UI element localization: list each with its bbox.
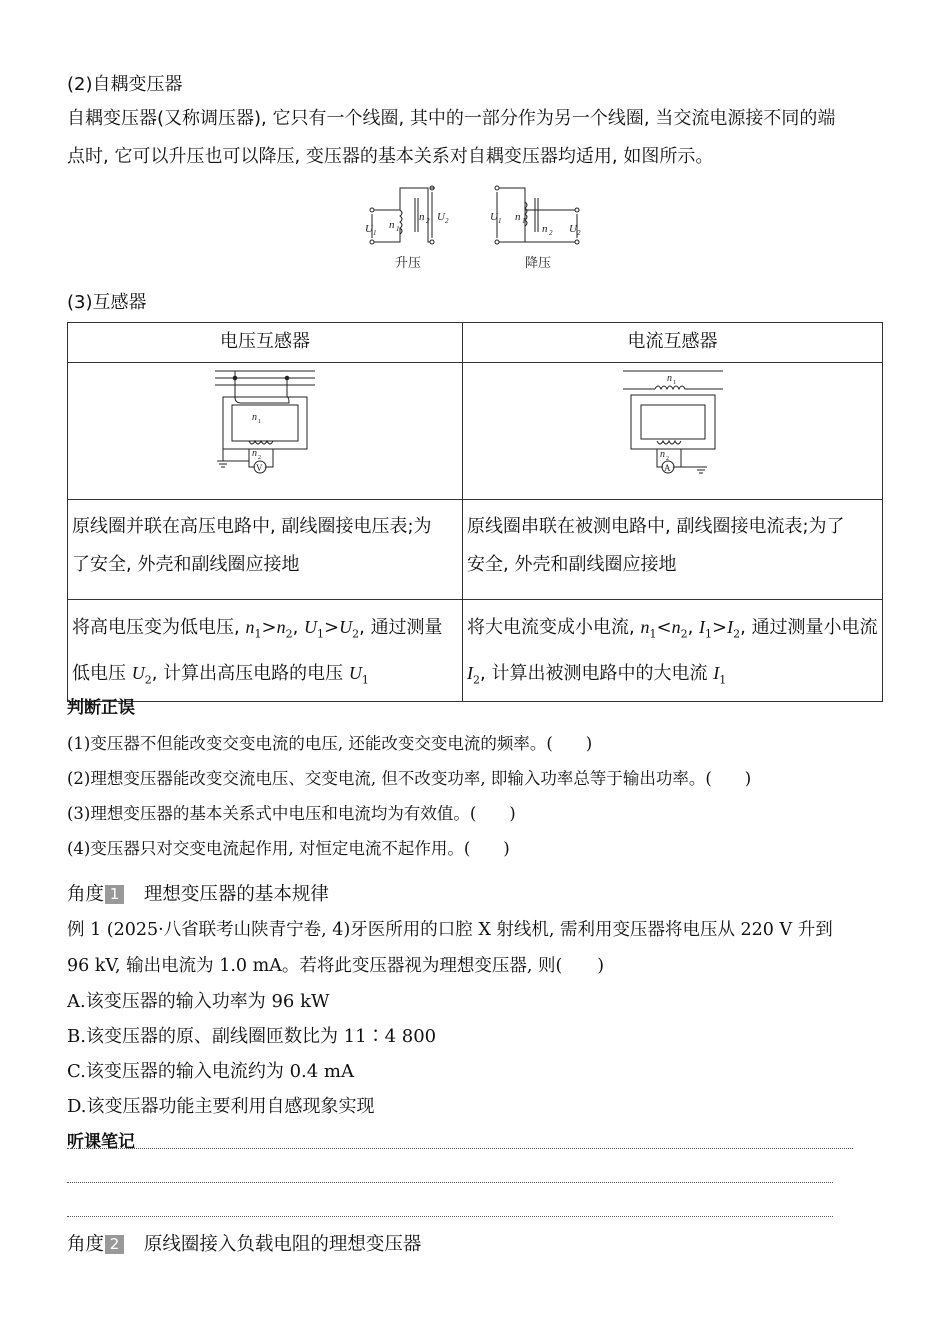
svg-text:U: U [437,211,445,223]
voltage-desc-line2: 了安全, 外壳和副线圈应接地 [72,554,300,575]
autotransformer-figure [355,180,595,275]
current-transformer-diagram [613,365,733,485]
angle-1-heading [67,880,329,906]
svg-text:1: 1 [396,225,400,233]
current-func-text: 将大电流变成小电流, [467,617,635,638]
svg-text:1: 1 [373,229,377,237]
judge-item-1: (1)变压器不但能改变交变电流的电压, 还能改变交变电流的频率。( ) [67,734,593,753]
voltage-func-text: 通过测量 [370,617,443,638]
judge-item-4: (4)变压器只对交变电流起作用, 对恒定电流不起作用。( ) [67,839,510,858]
buck-diagram [490,186,581,244]
option-c: C.该变压器的输入电流约为 0.4 mA [67,1061,354,1082]
svg-text:n: n [666,373,672,384]
svg-text:n: n [389,219,395,231]
svg-text:1: 1 [522,217,526,225]
svg-text:U: U [365,223,373,235]
current-transformer-desc [463,500,883,600]
note-line [67,1216,833,1217]
angle-number-badge: 2 [105,1235,124,1254]
svg-text:U: U [569,223,577,235]
angle-title: 理想变压器的基本规律 [143,884,329,905]
judge-item-3: (3)理想变压器的基本关系式中电压和电流均为有效值。( ) [67,804,516,823]
angle-label: 角度 [67,1234,105,1255]
boost-diagram [365,186,449,244]
paragraph-line: 点时, 它可以升压也可以降压, 变压器的基本关系对自耦变压器均适用, 如图所示。 [67,146,714,167]
svg-text:1: 1 [498,217,502,225]
voltage-transformer-desc [68,500,463,600]
svg-text:2: 2 [426,217,430,225]
voltage-transformer-figure-cell [68,363,463,500]
voltage-func-text: 将高电压变为低电压, [72,617,240,638]
voltage-transformer-function: 将高电压变为低电压, $n_1>n_2$, $U_1>U_2$, 通过测量 低电压 $U_2$, 计算出高压电路的电压 $U_1$ [68,600,463,702]
judge-title: 判断正误 [67,698,135,718]
svg-text:1: 1 [258,419,261,425]
svg-text:V: V [256,463,263,473]
current-func-text: 通过测量小电流 [751,617,878,638]
paragraph-line: 自耦变压器(又称调压器), 它只有一个线圈, 其中的一部分作为另一个线圈, 当交流电源接不同的端 [67,108,836,129]
buck-caption: 降压 [525,256,552,271]
current-desc-line1: 原线圈串联在被测电路中, 副线圈接电流表;为了 [467,516,845,537]
svg-text:1: 1 [672,380,676,386]
current-desc-line2: 安全, 外壳和副线圈应接地 [467,554,677,575]
angle-label: 角度 [67,884,105,905]
svg-text:n: n [515,211,521,223]
svg-text:n: n [542,223,548,235]
angle-title: 原线圈接入负载电阻的理想变压器 [143,1234,422,1255]
option-a: A.该变压器的输入功率为 96 kW [67,991,330,1012]
svg-text:n: n [252,412,257,423]
table-head-voltage: 电压互感器 [68,323,463,363]
current-func-text: , 计算出被测电路中的大电流 [480,662,708,684]
voltage-transformer-diagram [205,365,325,485]
svg-text:n: n [419,211,425,223]
note-line [67,1182,833,1183]
svg-text:n: n [659,449,665,460]
judge-item-2: (2)理想变压器能改变交流电压、交变电流, 但不改变功率, 即输入功率总等于输出功率。( ) [67,769,752,788]
note-line [67,1148,853,1149]
svg-text:2: 2 [577,229,581,237]
table-head-current: 电流互感器 [463,323,883,363]
current-transformer-figure-cell [463,363,883,500]
svg-text:A: A [663,463,670,473]
angle-number-badge: 1 [105,885,124,904]
current-transformer-function: 将大电流变成小电流, $n_1<n_2$, $I_1>I_2$, 通过测量小电流 $I_2$, 计算出被测电路中的大电流 $I_1$ [463,600,883,702]
svg-text:U: U [490,211,498,223]
example-line1: 例 1 (2025·八省联考山陕青宁卷, 4)牙医所用的口腔 X 射线机, 需利用变压器将电压从 220 V 升到 [67,920,833,940]
svg-text:n: n [252,448,257,459]
svg-text:2: 2 [665,456,669,462]
notes-title: 听课笔记 [67,1132,135,1152]
voltage-func-text: , 计算出高压电路的电压 [151,662,344,684]
voltage-func-text: 低电压 [72,662,126,684]
section-title-auto-transformer: (2)自耦变压器 [67,74,183,95]
option-b: B.该变压器的原、副线圈匝数比为 11∶4 800 [67,1026,437,1047]
svg-text:2: 2 [258,455,261,461]
voltage-desc-line1: 原线圈并联在高压电路中, 副线圈接电压表;为 [72,516,432,537]
section-title-instrument-transformer: (3)互感器 [67,292,147,313]
option-d: D.该变压器功能主要利用自感现象实现 [67,1096,375,1117]
angle-2-heading [67,1230,421,1256]
example-line2: 96 kV, 输出电流为 1.0 mA。若将此变压器视为理想变压器, 则( ) [67,956,605,976]
instrument-transformer-table [67,322,883,702]
svg-text:2: 2 [549,229,553,237]
boost-caption: 升压 [395,256,422,271]
svg-text:2: 2 [445,217,449,225]
